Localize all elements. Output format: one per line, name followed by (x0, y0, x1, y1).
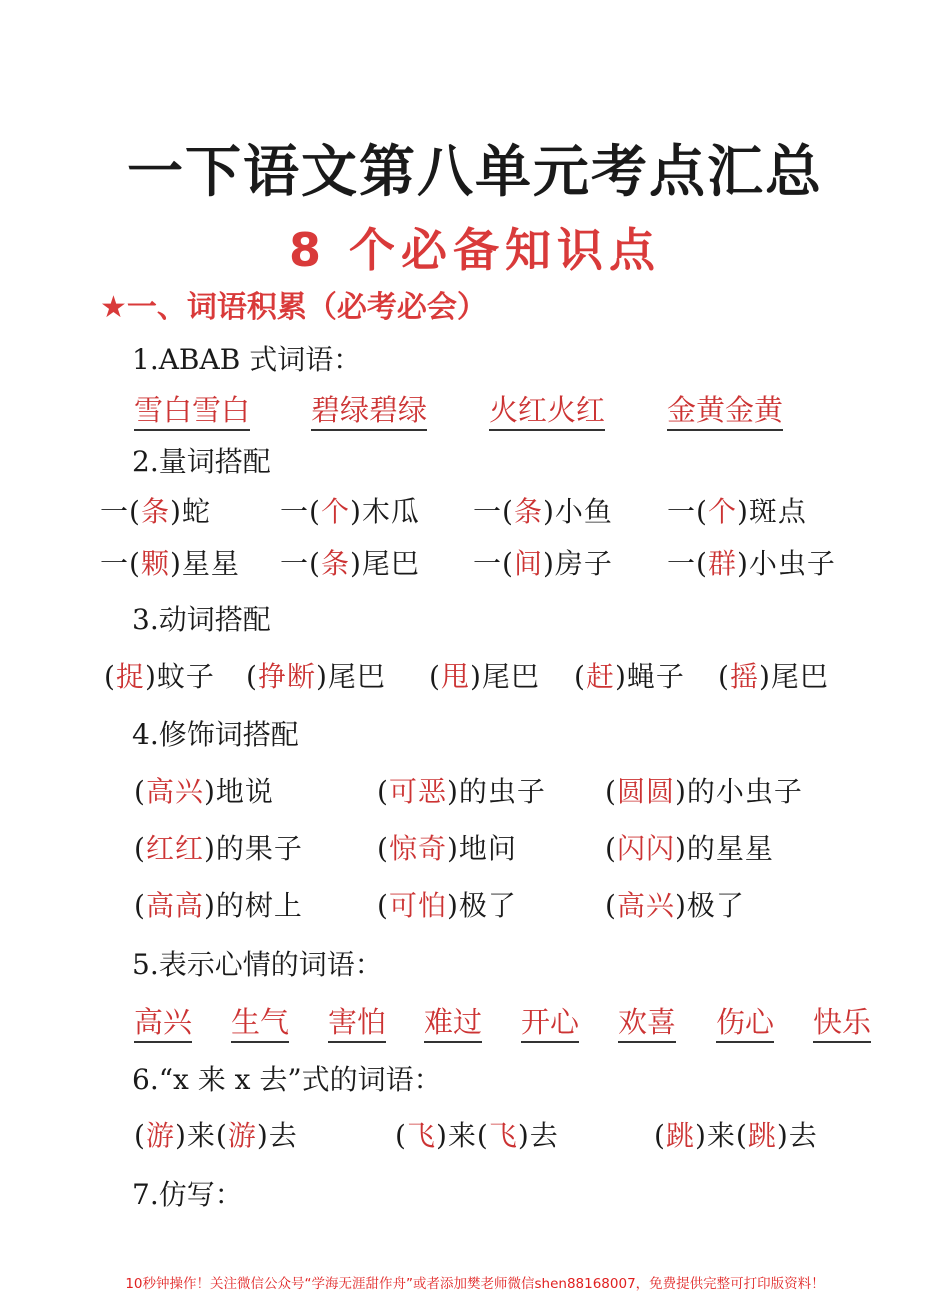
measure-item: 一(个)木瓜 (280, 495, 420, 528)
come-go-item: (游)来(游)去 (134, 1119, 298, 1152)
footer-notice: 10秒钟操作！关注微信公众号“学海无涯甜作舟”或者添加樊老师微信shen88168007，免费提供完整可打印版资料！ (125, 1276, 825, 1292)
mood-word: 快乐 (813, 1000, 871, 1041)
verb-item: (挣断)尾巴 (246, 660, 386, 693)
modifier-item: (高兴)地说 (134, 775, 274, 808)
modifier-item: (红红)的果子 (134, 832, 303, 865)
modifier-item: (可怕)极了 (377, 889, 517, 922)
measure-item: 一(条)蛇 (100, 495, 211, 528)
abab-word: 雪白雪白 (134, 388, 250, 429)
verb-item: (捉)蚊子 (104, 660, 215, 693)
verb-item: (赶)蝇子 (574, 660, 685, 693)
modifier-item: (高高)的树上 (134, 889, 303, 922)
measure-item: 一(间)房子 (473, 547, 613, 580)
section-heading (100, 282, 487, 326)
mood-word: 开心 (521, 1000, 579, 1041)
measure-item: 一(条)尾巴 (280, 547, 420, 580)
come-go-heading: 6.“x 来 x 去”式的词语： (132, 1063, 442, 1096)
modifier-item: (惊奇)地问 (377, 832, 517, 865)
measure-item: 一(条)小鱼 (473, 495, 613, 528)
page-title: 一下语文第八单元考点汇总 (127, 140, 823, 205)
modifier-item: (高兴)极了 (605, 889, 745, 922)
mood-word: 伤心 (716, 1000, 774, 1041)
mood-word: 害怕 (328, 1000, 386, 1041)
mood-word: 欢喜 (618, 1000, 676, 1041)
mood-word: 高兴 (134, 1000, 192, 1041)
come-go-item: (跳)来(跳)去 (654, 1119, 818, 1152)
page-subtitle: 8 个必备知识点 (288, 223, 662, 277)
verb-heading: 3.动词搭配 (132, 603, 271, 636)
modifier-item: (圆圆)的小虫子 (605, 775, 803, 808)
mood-heading: 5.表示心情的词语： (132, 948, 383, 981)
imitate-heading: 7.仿写： (132, 1178, 243, 1211)
measure-item: 一(个)斑点 (667, 495, 807, 528)
verb-item: (摇)尾巴 (718, 660, 829, 693)
measure-heading: 2.量词搭配 (132, 445, 271, 478)
abab-word: 碧绿碧绿 (311, 388, 427, 429)
abab-word: 火红火红 (489, 388, 605, 429)
verb-item: (甩)尾巴 (429, 660, 540, 693)
star-icon: ★ (100, 290, 127, 325)
abab-word: 金黄金黄 (667, 388, 783, 429)
come-go-item: (飞)来(飞)去 (395, 1119, 559, 1152)
modifier-item: (可恶)的虫子 (377, 775, 546, 808)
mood-word: 生气 (231, 1000, 289, 1041)
modifier-item: (闪闪)的星星 (605, 832, 774, 865)
section-label: 一、词语积累（必考必会） (126, 290, 487, 325)
measure-item: 一(群)小虫子 (667, 547, 836, 580)
measure-item: 一(颗)星星 (100, 547, 240, 580)
mood-word: 难过 (424, 1000, 482, 1041)
modifier-heading: 4.修饰词搭配 (132, 718, 299, 751)
abab-heading: 1.ABAB 式词语： (132, 343, 362, 376)
